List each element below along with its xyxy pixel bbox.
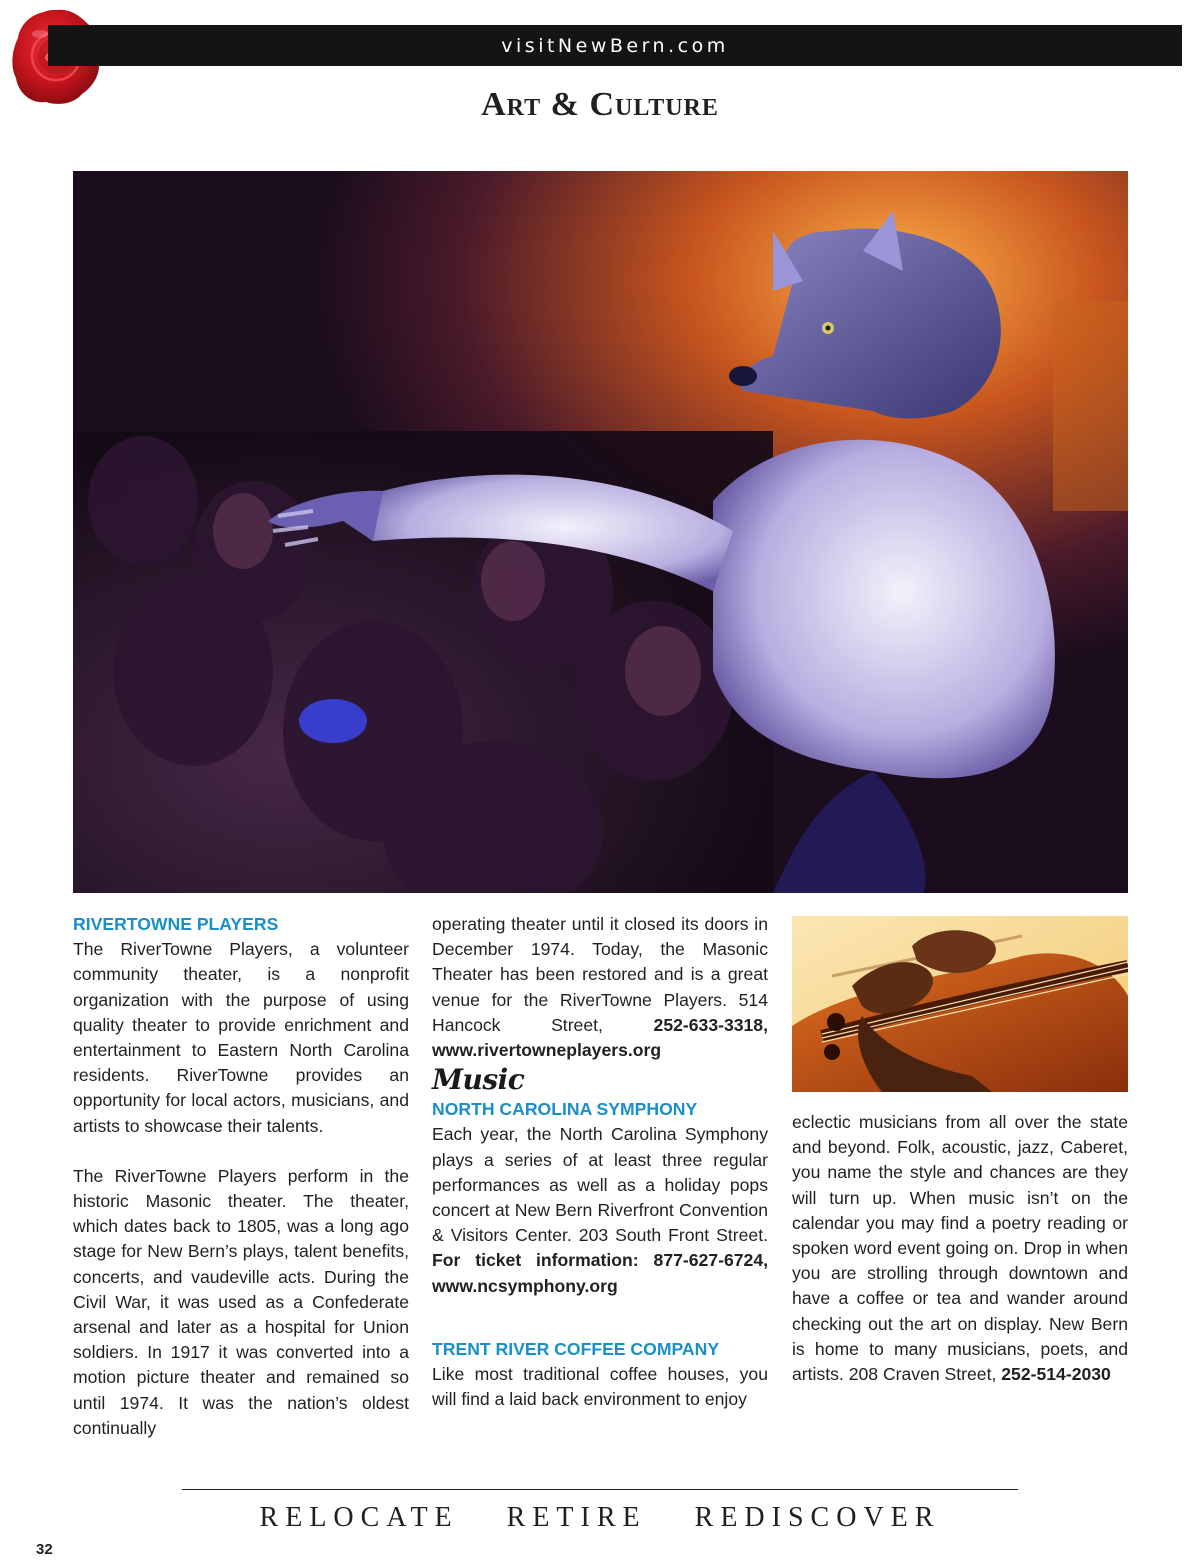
rivertowne-website: www.rivertowneplayers.org xyxy=(432,1040,662,1061)
site-url: visitNewBern.com xyxy=(501,34,729,57)
rivertowne-para-2-continued: operating theater until it closed its doors in December 1974. Today, the Masonic Theater has been restored and is a great venue for the RiverTowne Players. 514 Hancock Street, 252-633-3318, www.rivertowneplayers.org xyxy=(432,914,768,1061)
footer-tagline xyxy=(182,1502,1018,1534)
column-1 xyxy=(73,912,409,1441)
footer-divider xyxy=(182,1489,1018,1490)
rivertowne-heading: RIVERTOWNE PLAYERS xyxy=(73,914,279,934)
footer-word-retire: RETIRE xyxy=(506,1502,647,1533)
footer-word-relocate: RELOCATE xyxy=(259,1502,459,1533)
hero-photo-wolf-performer xyxy=(73,171,1128,893)
violin-photo xyxy=(792,916,1128,1092)
music-section-heading: Music xyxy=(432,1063,525,1097)
column-3 xyxy=(792,1110,1128,1387)
page-number: 32 xyxy=(36,1541,53,1558)
rivertowne-phone: 252-633-3318, xyxy=(653,1014,768,1035)
symphony-text: Each year, the North Carolina Symphony plays a series of at least three regular performances as well as a holiday pops concert at New Bern Riverfront Convention & Visitors Center. 203 South Front Street. For ticket information: 877-627-6724, www.ncsymphony.org xyxy=(432,1124,768,1296)
page-title: Art & Culture xyxy=(481,86,719,123)
rivertowne-para-2: The RiverTowne Players perform in the historic Masonic theater. The theater, which dates back to 1805, was a long ago stage for New Bern’s plays, talent benefits, concerts, and vaudeville acts. During the Civil War, it was used as a Confederate arsenal and later as a hospital for Union soldiers. In 1917 it was converted into a motion picture theater and remained so until 1974. It was the nation’s oldest continually xyxy=(73,1165,409,1438)
symphony-ticket-info: For ticket information: 877-627-6724, www.ncsymphony.org xyxy=(432,1250,768,1296)
coffee-text: Like most traditional coffee houses, you will find a laid back environment to enjoy xyxy=(432,1364,768,1410)
rivertowne-para-1: The RiverTowne Players, a volunteer community theater, is a nonprofit organization with the purpose of using quality theater to provide enrichment and entertainment to Eastern North Carolina residents. RiverTowne provides an opportunity for local actors, musicians, and artists to showcase their talents. xyxy=(73,939,409,1136)
coffee-text-continued: eclectic musicians from all over the state and beyond. Folk, acoustic, jazz, Caberet, you name the style and chances are they will turn up. When music isn’t on the calendar you may find a poetry reading or spoken word event going on. Drop in when you are strolling through downtown and have a coffee or tea and wander around checking out the art on display. New Bern is home to many musicians, poets, and artists. 208 Craven Street, 252-514-2030 xyxy=(792,1112,1128,1385)
coffee-phone: 252-514-2030 xyxy=(1001,1364,1111,1385)
site-header-bar xyxy=(48,25,1182,66)
symphony-heading: NORTH CAROLINA SYMPHONY xyxy=(432,1099,698,1120)
footer-word-rediscover: REDISCOVER xyxy=(694,1502,941,1533)
column-2 xyxy=(432,912,768,1412)
coffee-heading: TRENT RIVER COFFEE COMPANY xyxy=(432,1338,720,1359)
